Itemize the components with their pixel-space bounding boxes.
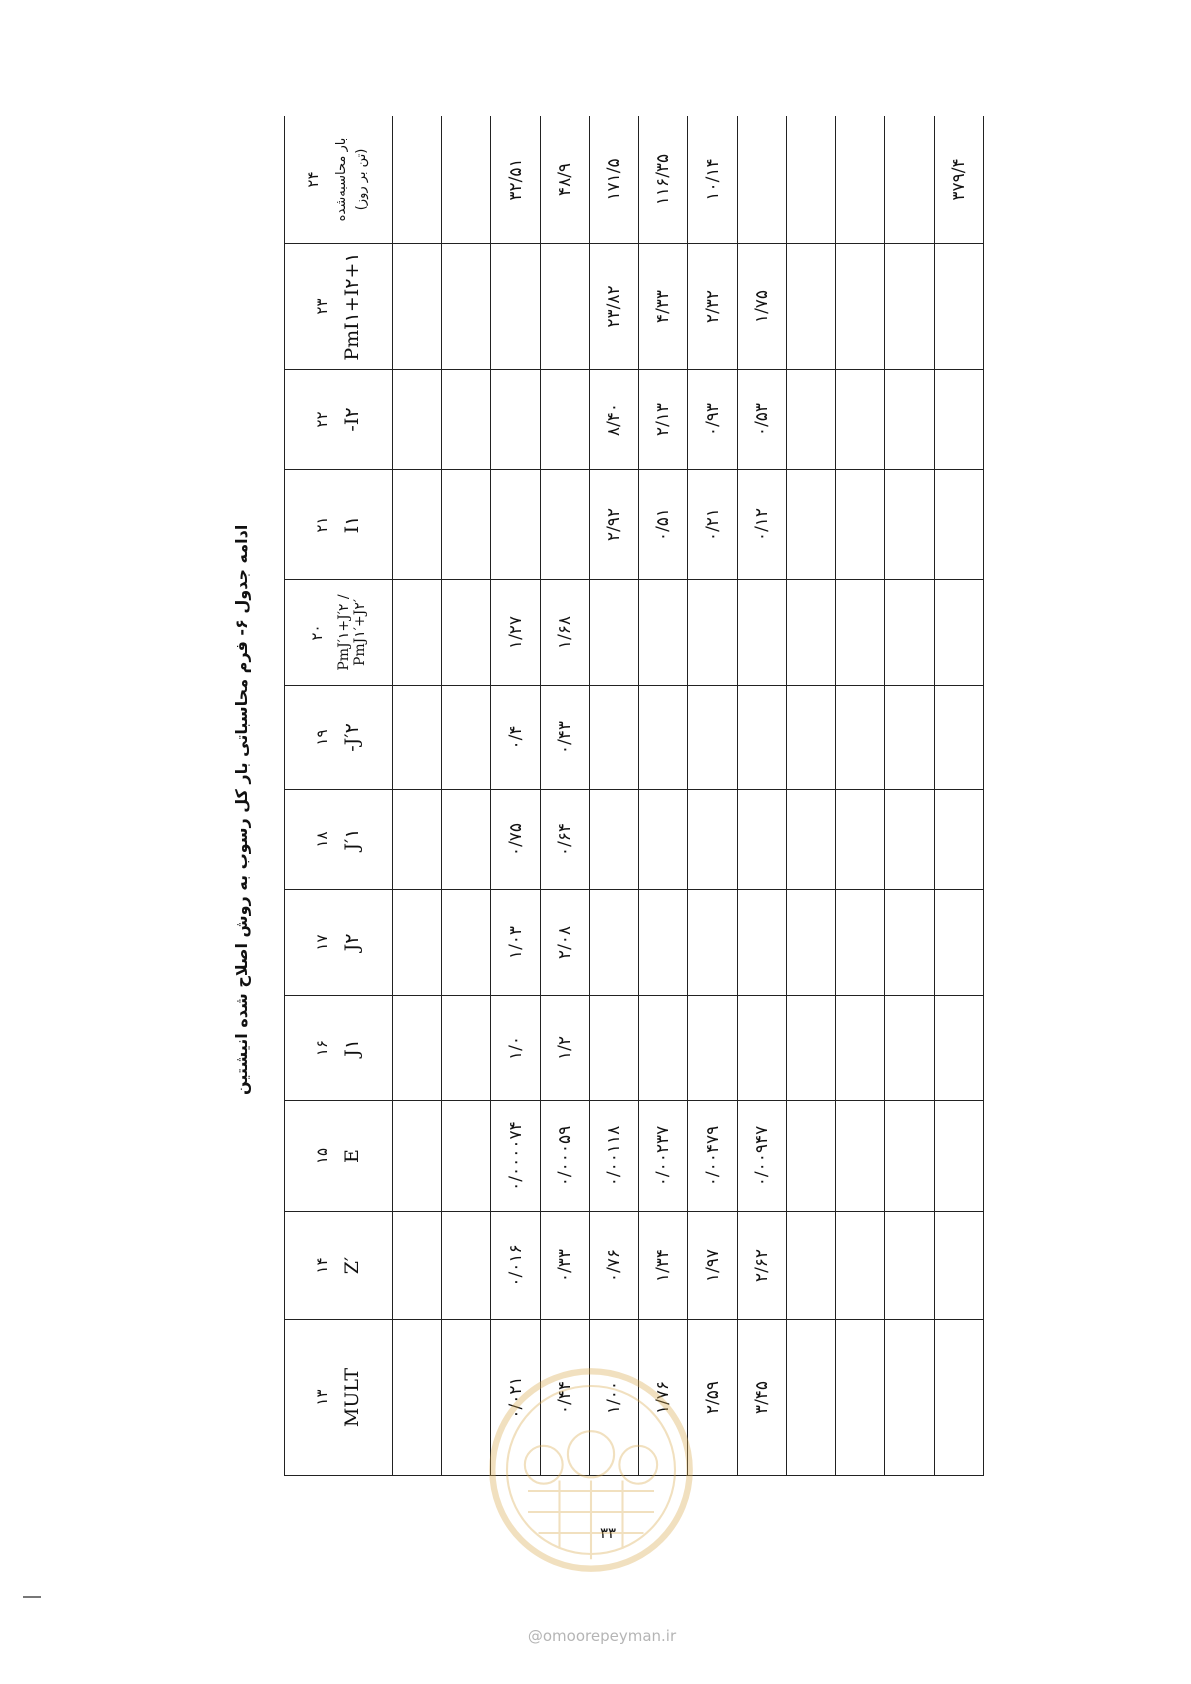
table-cell: ۰/۰۲۱	[491, 1320, 540, 1476]
table-cell	[885, 1101, 934, 1212]
table-cell	[491, 370, 540, 470]
table-cell	[639, 686, 688, 790]
table-cell	[934, 890, 983, 996]
column-number: ۲۲	[313, 411, 332, 428]
column-symbol: -J′۲	[341, 723, 364, 752]
table-cell	[786, 1101, 835, 1212]
table-cell: ۰/۲۱	[688, 470, 737, 580]
table-cell	[392, 1101, 441, 1212]
table-frame	[284, 116, 984, 1476]
column-symbol: J′۱	[341, 828, 364, 851]
column-header-10	[285, 1212, 393, 1320]
table-cell	[589, 686, 638, 790]
table-cell	[392, 244, 441, 370]
table-cell	[836, 470, 885, 580]
table-cell	[885, 470, 934, 580]
column-number: ۲۱	[313, 516, 332, 533]
column-symbol: PmJ′۱+J′۲ / PmJ۱′+J۲′	[336, 594, 369, 671]
table-cell	[540, 370, 589, 470]
table-cell	[737, 790, 786, 890]
table-cell: ۱/۳۴	[639, 1212, 688, 1320]
table-cell	[885, 890, 934, 996]
table-cell	[442, 1212, 491, 1320]
table-cell	[442, 1320, 491, 1476]
table-cell	[836, 580, 885, 686]
table-cell	[934, 996, 983, 1101]
table-cell	[688, 890, 737, 996]
table-row	[836, 116, 885, 1476]
table-cell	[836, 1101, 885, 1212]
table-cell	[688, 790, 737, 890]
table-cell: ۰/۱۲	[737, 470, 786, 580]
column-symbol: بار محاسبه‌شده (تن بر روز)	[334, 137, 370, 222]
table-row	[442, 116, 491, 1476]
table-cell: ۳/۴۵	[737, 1320, 786, 1476]
column-number: ۲۴	[304, 171, 323, 188]
column-symbol: Z′	[341, 1256, 364, 1275]
table-cell	[442, 580, 491, 686]
column-symbol: PmI۱+I۲+۱	[341, 252, 364, 361]
column-header-1	[285, 244, 393, 370]
table-cell	[392, 996, 441, 1101]
column-number: ۲۳	[313, 298, 332, 315]
table-cell	[688, 686, 737, 790]
table-cell: ۰/۵۳	[737, 370, 786, 470]
column-number: ۱۶	[313, 1039, 332, 1057]
table-cell	[491, 470, 540, 580]
watermark-seal	[486, 1365, 696, 1575]
table-cell	[442, 370, 491, 470]
column-symbol: J۲	[341, 933, 364, 952]
table-cell	[885, 1320, 934, 1476]
table-row	[688, 116, 737, 1476]
table-cell	[836, 244, 885, 370]
table-cell	[885, 580, 934, 686]
table-cell	[786, 1212, 835, 1320]
table-cell: ۲/۹۲	[589, 470, 638, 580]
table-cell	[639, 996, 688, 1101]
table-cell: ۸/۴۰	[589, 370, 638, 470]
table-cell: ۲/۵۹	[688, 1320, 737, 1476]
table-cell	[392, 790, 441, 890]
table-cell	[786, 470, 835, 580]
table-cell	[836, 996, 885, 1101]
table-cell	[836, 790, 885, 890]
table-cell: ۰/۰۰۴۷۹	[688, 1101, 737, 1212]
table-cell: ۱/۲۷	[491, 580, 540, 686]
column-header-4	[285, 580, 393, 686]
table-cell: ۱/۲	[540, 996, 589, 1101]
column-number: ۱۳	[313, 1389, 332, 1406]
table-cell	[491, 244, 540, 370]
column-header-5	[285, 686, 393, 790]
table-cell: ۲/۳۲	[688, 244, 737, 370]
column-number: ۲۰	[308, 624, 327, 641]
table-cell: ۱۷۱/۵	[589, 116, 638, 244]
table-cell: ۴۸/۹	[540, 116, 589, 244]
table-cell: ۰/۵۱	[639, 470, 688, 580]
table-cell	[934, 1320, 983, 1476]
table-cell	[836, 116, 885, 244]
table-cell: ۳۲/۵۱	[491, 116, 540, 244]
table-cell	[934, 470, 983, 580]
table-cell	[836, 370, 885, 470]
table-cell	[836, 686, 885, 790]
table-cell	[540, 470, 589, 580]
table-cell: ۰/۰۰۱۱۸	[589, 1101, 638, 1212]
table-cell	[442, 244, 491, 370]
table-cell	[885, 1212, 934, 1320]
table-cell: ۱/۰	[491, 996, 540, 1101]
table-cell	[737, 116, 786, 244]
table-cell	[442, 890, 491, 996]
table-cell	[442, 790, 491, 890]
table-cell	[639, 890, 688, 996]
at-icon: @	[527, 1627, 543, 1645]
table-cell: ۲/۱۳	[639, 370, 688, 470]
column-header-8	[285, 996, 393, 1101]
footer-url-text: omoorepeyman.ir	[542, 1627, 677, 1645]
calculation-table	[284, 116, 984, 1476]
table-cell: ۰/۴۴	[540, 1320, 589, 1476]
table-cell	[786, 890, 835, 996]
table-cell: ۰/۰۰۰۰۷۴	[491, 1101, 540, 1212]
table-cell	[392, 370, 441, 470]
table-cell	[392, 1320, 441, 1476]
table-cell: ۱/۹۷	[688, 1212, 737, 1320]
table-cell	[786, 370, 835, 470]
column-header-7	[285, 890, 393, 996]
table-cell: ۰/۷۵	[491, 790, 540, 890]
table-cell: ۰/۹۳	[688, 370, 737, 470]
table-cell: ۱/۰۳	[491, 890, 540, 996]
table-cell: ۲/۰۸	[540, 890, 589, 996]
table-cell	[392, 470, 441, 580]
table-cell: ۱۰/۱۴	[688, 116, 737, 244]
table-row	[786, 116, 835, 1476]
table-cell	[442, 1101, 491, 1212]
table-cell: ۰/۴	[491, 686, 540, 790]
table-cell	[442, 116, 491, 244]
table-cell: ۱/۷۶	[639, 1320, 688, 1476]
table-cell	[786, 1320, 835, 1476]
edge-mark	[23, 1596, 41, 1598]
column-header-3	[285, 470, 393, 580]
table-cell	[688, 580, 737, 686]
column-symbol: I۱	[341, 515, 364, 534]
table-cell	[589, 996, 638, 1101]
column-number: ۱۴	[313, 1257, 332, 1274]
table-cell	[392, 1212, 441, 1320]
table-cell	[786, 686, 835, 790]
table-cell: ۰/۶۴	[540, 790, 589, 890]
table-cell	[786, 116, 835, 244]
table-cell	[786, 580, 835, 686]
table-cell	[442, 996, 491, 1101]
table-cell: ۰/۴۳	[540, 686, 589, 790]
table-cell	[737, 686, 786, 790]
column-number: ۱۷	[313, 934, 332, 951]
column-header-6	[285, 790, 393, 890]
table-cell	[836, 1212, 885, 1320]
table-cell	[392, 580, 441, 686]
table-cell	[392, 890, 441, 996]
table-cell	[934, 686, 983, 790]
table-cell	[885, 790, 934, 890]
column-symbol: -I۲	[341, 407, 364, 432]
table-row	[491, 116, 540, 1476]
table-cell	[392, 686, 441, 790]
table-cell	[688, 996, 737, 1101]
table-cell	[392, 116, 441, 244]
table-cell: ۰/۰۰۲۳۷	[639, 1101, 688, 1212]
column-symbol: E	[341, 1149, 364, 1163]
table-cell	[885, 116, 934, 244]
column-header-11	[285, 1320, 393, 1476]
table-cell	[934, 790, 983, 890]
table-cell	[934, 1212, 983, 1320]
column-symbol: MULT	[341, 1367, 364, 1428]
table-row	[934, 116, 983, 1476]
table-cell: ۲/۶۲	[737, 1212, 786, 1320]
table-cell: ۱/۷۵	[737, 244, 786, 370]
table-cell: ۰/۰۰۹۴۷	[737, 1101, 786, 1212]
table-row	[392, 116, 441, 1476]
table-cell	[934, 1101, 983, 1212]
table-cell	[934, 580, 983, 686]
table-cell	[885, 686, 934, 790]
table-cell	[540, 244, 589, 370]
table-caption: ادامه جدول ۶- فرم محاسباتی بار کل رسوب به روش اصلاح شده انیشتین	[232, 524, 251, 1096]
table-cell	[786, 996, 835, 1101]
table-cell: ۱/۶۸	[540, 580, 589, 686]
table-cell	[786, 244, 835, 370]
table-cell	[836, 890, 885, 996]
table-cell	[934, 370, 983, 470]
table-cell: ۳۷۹/۴	[934, 116, 983, 244]
column-header-0	[285, 116, 393, 244]
table-cell	[589, 890, 638, 996]
table-cell	[885, 370, 934, 470]
table-cell	[885, 244, 934, 370]
column-symbol: J۱	[341, 1039, 364, 1057]
column-number: ۱۹	[313, 729, 332, 746]
page-number: ۳۳	[600, 1524, 617, 1542]
table-row	[540, 116, 589, 1476]
footer-url[interactable]	[497, 1627, 707, 1645]
table-row	[885, 116, 934, 1476]
table-cell	[639, 790, 688, 890]
column-number: ۱۵	[313, 1147, 332, 1165]
table-cell: ۱/۰۰	[589, 1320, 638, 1476]
header-row	[285, 116, 393, 1476]
table-cell: ۰/۰۱۶	[491, 1212, 540, 1320]
column-header-2	[285, 370, 393, 470]
table-cell	[442, 470, 491, 580]
table-cell	[589, 790, 638, 890]
column-number: ۱۸	[313, 831, 332, 848]
table-cell	[786, 790, 835, 890]
table-cell	[885, 996, 934, 1101]
table-row	[737, 116, 786, 1476]
table-cell	[737, 996, 786, 1101]
table-cell: ۱۱۶/۳۵	[639, 116, 688, 244]
table-cell	[737, 890, 786, 996]
table-cell	[639, 580, 688, 686]
table-cell: ۲۳/۸۲	[589, 244, 638, 370]
table-cell	[934, 244, 983, 370]
table-row	[639, 116, 688, 1476]
table-cell	[836, 1320, 885, 1476]
table-cell: ۰/۷۶	[589, 1212, 638, 1320]
table-cell	[589, 580, 638, 686]
table-cell: ۰/۰۰۰۵۹	[540, 1101, 589, 1212]
table-cell: ۴/۳۳	[639, 244, 688, 370]
table-cell	[442, 686, 491, 790]
table-cell: ۰/۳۳	[540, 1212, 589, 1320]
column-header-9	[285, 1101, 393, 1212]
table-cell	[737, 580, 786, 686]
table-row	[589, 116, 638, 1476]
